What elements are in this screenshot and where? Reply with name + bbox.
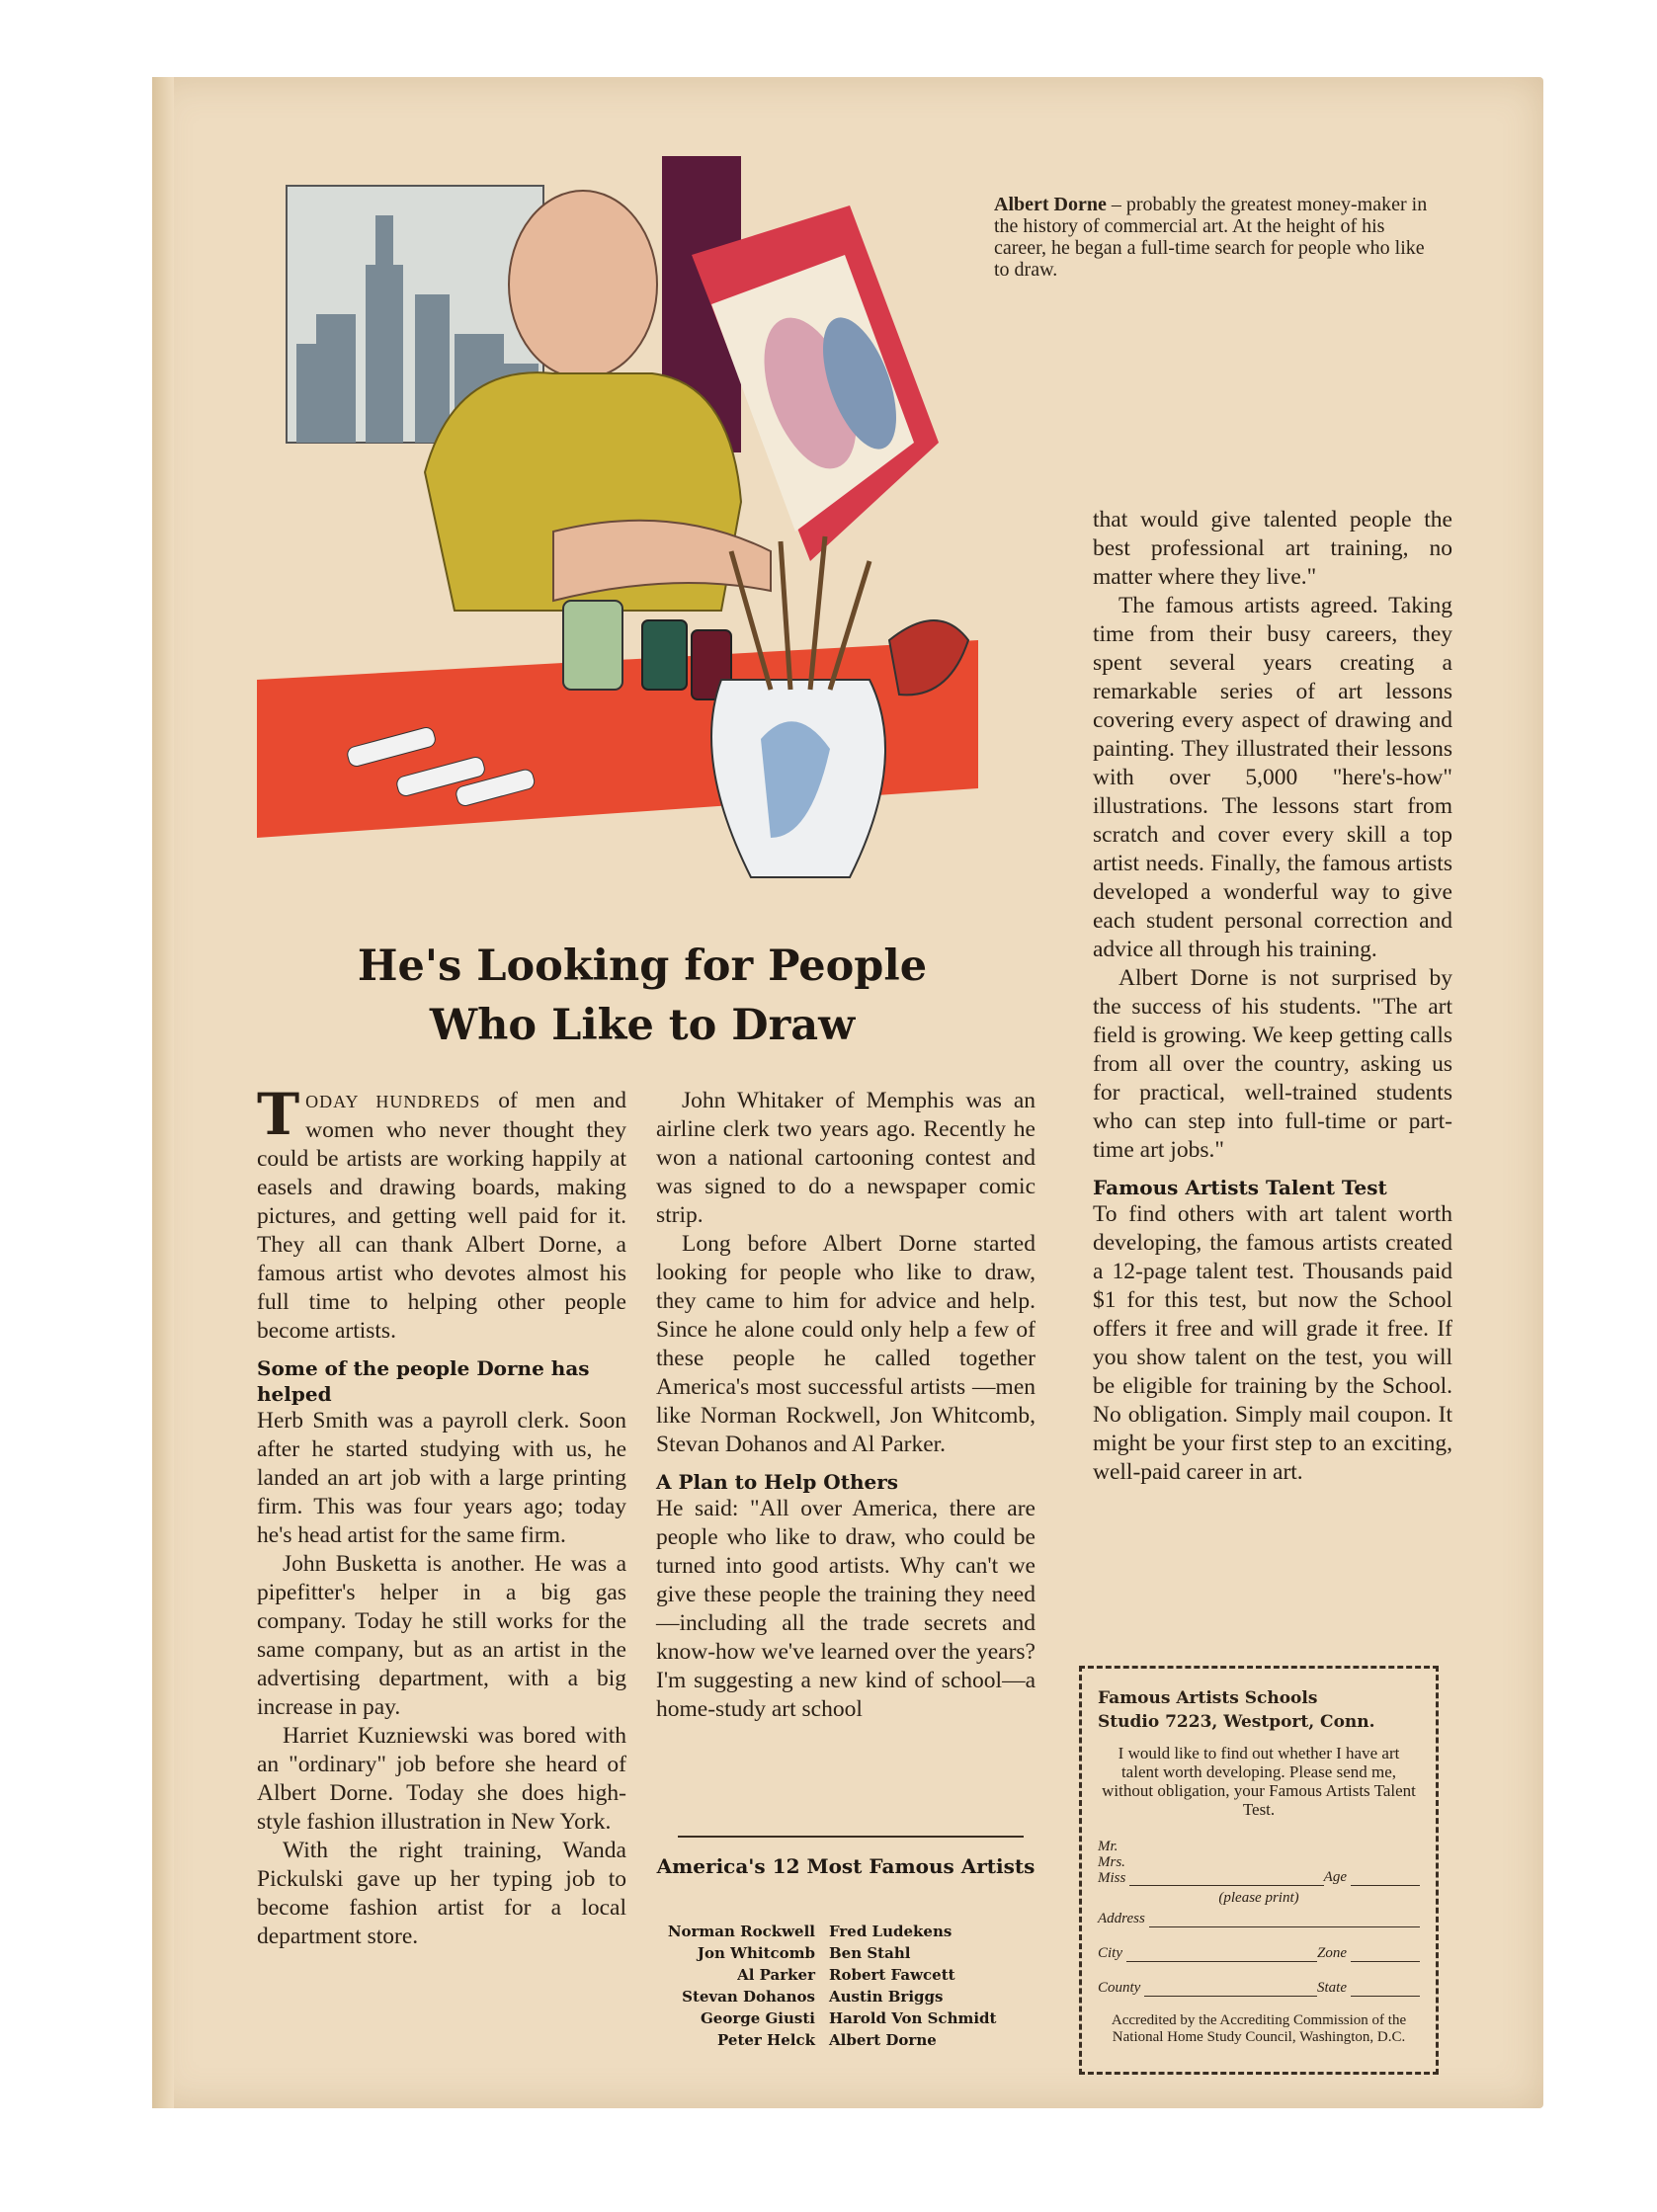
headline-line-2: Who Like to Draw: [429, 1001, 856, 1050]
zone-line[interactable]: [1351, 1945, 1420, 1962]
article-column-2: [656, 1087, 1036, 1724]
headline-line-1: He's Looking for People: [357, 942, 928, 991]
artist-name: George Giusti: [700, 2009, 815, 2027]
age-label: Age: [1323, 1869, 1347, 1885]
mail-coupon[interactable]: [1079, 1666, 1439, 2075]
article-column-3: [1093, 506, 1452, 1487]
state-line[interactable]: [1351, 1980, 1420, 1997]
address-label: Address: [1098, 1911, 1145, 1926]
face: [509, 191, 657, 378]
artist-name: Ben Stahl: [829, 1944, 911, 1962]
city-line[interactable]: [1126, 1945, 1317, 1962]
miss-label: Miss: [1098, 1870, 1126, 1886]
artist-name: Austin Briggs: [829, 1988, 944, 2006]
paragraph: To find others with art talent worth developing, the famous artists created a 12-page talent test. Thousands paid $1 for this test, but now the School offers it free and will grade it free. If you show talent on the test, you will be eligible for training by the School. No obligation. Simply mail coupon. It might be your first step to an exciting, well-paid career in art.: [1093, 1201, 1452, 1485]
list-item: [642, 1942, 1047, 1964]
county-label: County: [1098, 1980, 1141, 1996]
subheading: A Plan to Help Others: [656, 1470, 899, 1494]
lead-in: ODAY HUNDREDS: [305, 1092, 481, 1111]
coupon-school: Famous Artists Schools: [1098, 1688, 1318, 1708]
name-field[interactable]: [1098, 1839, 1420, 1886]
mrs-label: Mrs.: [1098, 1854, 1125, 1870]
artist-name: Jon Whitcomb: [697, 1944, 815, 1962]
county-field[interactable]: [1098, 1980, 1420, 1997]
name-line[interactable]: [1129, 1869, 1323, 1886]
artist-name: Albert Dorne: [829, 2031, 937, 2049]
list-item: [642, 2029, 1047, 2051]
paragraph: John Busketta is another. He was a pipefitter's helper in a big gas company. Today he still works for the same company, but as an artist in the advertising department, with a big increase in pay.: [257, 1551, 626, 1720]
address-line[interactable]: [1149, 1911, 1420, 1927]
albert-dorne-illustration: [257, 146, 978, 937]
artist-name: Robert Fawcett: [829, 1966, 955, 1984]
paragraph: Herb Smith was a payroll clerk. Soon after he started studying with us, he landed an art job with a large printing firm. This was four years ago; today he's head artist for the same firm.: [257, 1408, 626, 1548]
artist-name: Peter Helck: [717, 2031, 815, 2049]
paragraph: With the right training, Wanda Pickulski gave up her typing job to become fashion artist for a local department store.: [257, 1838, 626, 1949]
paragraph: Long before Albert Dorne started looking for people who like to draw, they came to him for advice and help. Since he alone could only help a few of these people he called together America's most successful artists —men like Norman Rockwell, Jon Whitcomb, Stevan Dohanos and Al Parker.: [656, 1231, 1036, 1457]
zone-label: Zone: [1317, 1945, 1347, 1961]
accreditation-note: Accredited by the Accrediting Commission of the National Home Study Council, Washington, D.C.: [1111, 2012, 1407, 2045]
list-item: [642, 1921, 1047, 1942]
divider: [678, 1836, 1024, 1838]
artist-name: Al Parker: [737, 1966, 815, 1984]
artist-name: Norman Rockwell: [667, 1923, 815, 1940]
paragraph: Albert Dorne is not surprised by the success of his students. "The art field is growing. We keep getting calls from all over the country, asking us for practical, well-trained students who can step into full-time or part-time art jobs.": [1093, 965, 1452, 1163]
please-print-label: (please print): [1218, 1890, 1299, 1906]
city-field[interactable]: [1098, 1945, 1420, 1962]
list-item: [642, 1986, 1047, 2007]
print-hint: [1098, 1890, 1420, 1907]
list-item: [642, 2007, 1047, 2029]
coupon-request: I would like to find out whether I have art talent worth developing. Please send me, without obligation, your Famous Artists Talent Test.: [1102, 1744, 1416, 1819]
paint-jar: [563, 601, 622, 690]
paragraph: Harriet Kuzniewski was bored with an "ordinary" job before she heard of Albert Dorne. Today she does high-style fashion illustration in New York.: [257, 1723, 626, 1835]
caption-name: Albert Dorne: [994, 194, 1107, 215]
coupon-studio: Studio 7223, Westport, Conn.: [1098, 1712, 1375, 1732]
famous-artists-title: America's 12 Most Famous Artists: [656, 1854, 1036, 1878]
county-line[interactable]: [1144, 1980, 1317, 1997]
paragraph: that would give talented people the best professional art training, no matter where they live.": [1093, 507, 1452, 590]
illustration-caption: [994, 194, 1429, 281]
artist-name: Fred Ludekens: [829, 1923, 953, 1940]
age-line[interactable]: [1351, 1869, 1420, 1886]
page-edge: [152, 77, 174, 2108]
drop-cap: T: [257, 1081, 300, 1148]
paragraph: The famous artists agreed. Taking time from their busy careers, they spent several years creating a remarkable series of art lessons covering every aspect of drawing and painting. They illustrated their lessons with over 5,000 "here's-how" illustrations. The lessons start from scratch and cover every skill a top artist needs. Finally, the famous artists developed a wonderful way to give each student personal correction and advice all through his training.: [1093, 593, 1452, 962]
paragraph-text: of men and women who never thought they could be artists are working happily at easels and drawing boards, making pictures, and getting well paid for it. They all can thank Albert Dorne, a famous artist who devotes almost his full time to helping other people become artists.: [257, 1088, 627, 1344]
paragraph: John Whitaker of Memphis was an airline clerk two years ago. Recently he won a national cartooning contest and was signed to do a newspaper comic strip.: [656, 1088, 1036, 1228]
famous-artists-list: [642, 1921, 1047, 2051]
artist-name: Stevan Dohanos: [682, 1988, 815, 2006]
state-label: State: [1317, 1980, 1347, 1996]
artist-name: Harold Von Schmidt: [829, 2009, 997, 2027]
paragraph: [257, 1081, 627, 1346]
article-column-1: [257, 1081, 627, 1951]
list-item: [642, 1964, 1047, 1986]
paragraph: He said: "All over America, there are people who like to draw, who could be turned into good artists. Why can't we give these people the training they need—including all the trade secrets and know-how we've learned over the years? I'm suggesting a new kind of school—a home-study art school: [656, 1496, 1036, 1722]
mr-label: Mr.: [1098, 1839, 1118, 1854]
subheading: Famous Artists Talent Test: [1093, 1176, 1387, 1199]
address-field[interactable]: [1098, 1911, 1420, 1927]
caption-text: – probably the greatest money-maker in the history of commercial art. At the height of his career, he began a full-time search for people who like to draw.: [994, 194, 1428, 281]
headline: [257, 937, 1028, 1055]
city-label: City: [1098, 1945, 1122, 1961]
subheading: Some of the people Dorne has helped: [257, 1356, 590, 1406]
